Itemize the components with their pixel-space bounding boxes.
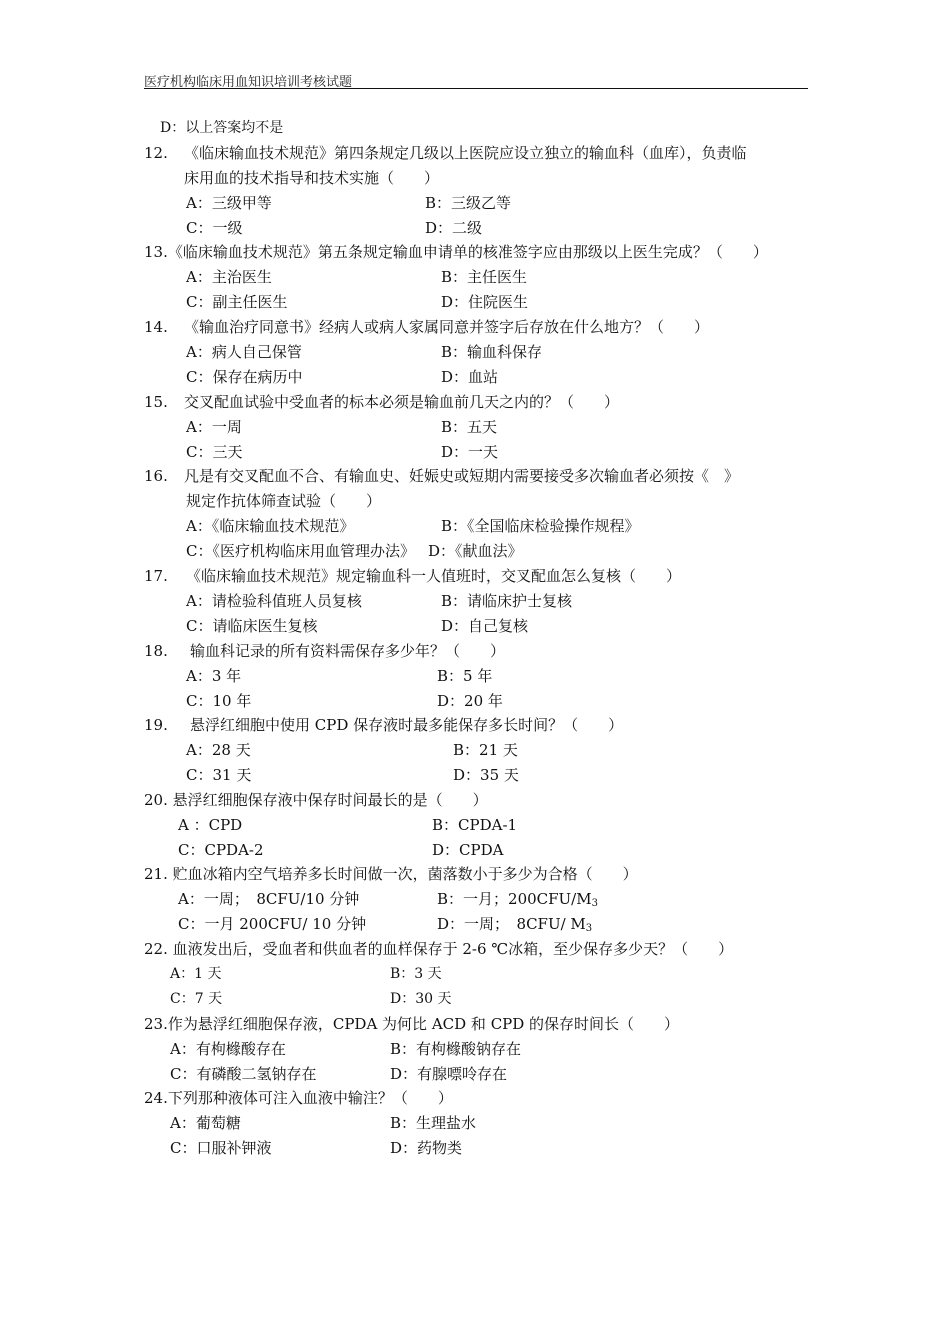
q12-number: 12. [144, 144, 168, 162]
q22-option-a: A：1 天 [170, 966, 222, 982]
q15-option-a: A：一周 [186, 418, 242, 436]
q18-option-c: C：10 年 [186, 692, 252, 710]
q16-stem-line2: 规定作抗体筛查试验（ ） [186, 492, 382, 510]
q15-number: 15. [144, 393, 168, 411]
q19-option-b: B：21 天 [453, 741, 518, 759]
q17-number: 17. [144, 567, 168, 585]
q13-option-b: B：主任医生 [441, 268, 528, 286]
q17-option-d: D：自己复核 [441, 617, 529, 635]
q21-option-b [437, 889, 598, 914]
q24-option-c: C：口服补钾液 [170, 1139, 272, 1157]
q16-option-c: C：《医疗机构临床用血管理办法》 [186, 542, 415, 560]
q12-option-b: B：三级乙等 [425, 194, 512, 212]
q23-option-d: D：有腺嘌呤存在 [390, 1065, 508, 1083]
q22-stem: 22. 血液发出后，受血者和供血者的血样保存于 2-6 ℃冰箱，至少保存多少天？（ ） [144, 940, 734, 958]
q18-option-b: B：5 年 [437, 667, 493, 685]
q12-option-c: C：一级 [186, 219, 243, 237]
q20-option-b: B：CPDA-1 [432, 816, 518, 834]
q17-option-a: A：请检验科值班人员复核 [186, 592, 362, 610]
q12-option-a: A：三级甲等 [186, 194, 272, 212]
q21-option-b-text: B：一月；200CFU/M [437, 890, 592, 908]
q23-option-a: A：有枸橼酸存在 [170, 1040, 286, 1058]
q21-stem: 21. 贮血冰箱内空气培养多长时间做一次，菌落数小于多少为合格（ ） [144, 865, 638, 883]
q11-option-d: D：以上答案均不是 [160, 120, 284, 136]
q12-option-d: D：二级 [425, 219, 483, 237]
q14-option-a: A：病人自己保管 [186, 343, 302, 361]
q15-option-c: C：三天 [186, 443, 243, 461]
q20-option-c: C：CPDA-2 [178, 841, 264, 859]
q21-option-c: C：一月 200CFU/ 10 分钟 [178, 915, 367, 933]
q14-stem: 《输血治疗同意书》经病人或病人家属同意并签字后存放在什么地方？（ ） [184, 318, 710, 336]
q12-stem-line2: 床用血的技术指导和技术实施（ ） [184, 169, 440, 187]
q16-stem-line1: 凡是有交叉配血不合、有输血史、妊娠史或短期内需要接受多次输血者必须按《 》 [184, 467, 740, 485]
q13-option-a: A：主治医生 [186, 268, 272, 286]
q20-stem: 20. 悬浮红细胞保存液中保存时间最长的是（ ） [144, 791, 488, 809]
q16-number: 16. [144, 467, 168, 485]
q15-stem: 交叉配血试验中受血者的标本必须是输血前几天之内的？（ ） [184, 393, 620, 411]
q21-option-d-subscript: 3 [585, 923, 593, 934]
q14-option-b: B：输血科保存 [441, 343, 543, 361]
q18-number: 18. [144, 642, 168, 660]
q12-stem-line1: 《临床输血技术规范》第四条规定几级以上医院应设立独立的输血科（血库），负责临 [184, 144, 747, 162]
q23-stem: 23.作为悬浮红细胞保存液，CPDA 为何比 ACD 和 CPD 的保存时间长（ ） [144, 1015, 680, 1033]
q17-option-b: B：请临床护士复核 [441, 592, 573, 610]
q19-stem: 悬浮红细胞中使用 CPD 保存液时最多能保存多长时间？（ ） [190, 716, 624, 734]
q14-number: 14. [144, 318, 168, 336]
q19-number: 19. [144, 716, 168, 734]
q14-option-c: C：保存在病历中 [186, 368, 303, 386]
q21-option-b-subscript: 3 [591, 898, 598, 909]
q24-option-d: D：药物类 [390, 1139, 463, 1157]
q16-option-d: D：《献血法》 [428, 542, 523, 560]
header-rule [144, 88, 808, 89]
q20-option-d: D：CPDA [432, 841, 504, 859]
q18-option-d: D：20 年 [437, 692, 503, 710]
page-header-title: 医疗机构临床用血知识培训考核试题 [144, 75, 353, 90]
q16-option-b: B：《全国临床检验操作规程》 [441, 517, 640, 535]
q22-option-b: B：3 天 [390, 966, 442, 982]
q13-stem: 13.《临床输血技术规范》第五条规定输血申请单的核准签字应由那级以上医生完成？（ ） [144, 243, 768, 261]
q24-option-b: B：生理盐水 [390, 1114, 477, 1132]
q23-option-c: C：有磷酸二氢钠存在 [170, 1065, 317, 1083]
q13-option-d: D：住院医生 [441, 293, 529, 311]
q15-option-b: B：五天 [441, 418, 498, 436]
q17-stem: 《临床输血技术规范》规定输血科一人值班时，交叉配血怎么复核（ ） [186, 567, 682, 585]
q15-option-d: D：一天 [441, 443, 499, 461]
q24-option-a: A：葡萄糖 [170, 1114, 241, 1132]
q18-stem: 输血科记录的所有资料需保存多少年？（ ） [190, 642, 506, 660]
q23-option-b: B：有枸橼酸钠存在 [390, 1040, 522, 1058]
q22-option-d: D：30 天 [390, 991, 452, 1007]
q18-option-a: A：3 年 [186, 667, 242, 685]
q24-stem: 24.下列那种液体可注入血液中输注？（ ） [144, 1089, 453, 1107]
q16-option-a: A：《临床输血技术规范》 [186, 517, 355, 535]
q20-option-a: A ：CPD [178, 816, 243, 834]
q22-option-c: C：7 天 [170, 991, 223, 1007]
q14-option-d: D：血站 [441, 368, 499, 386]
q21-option-d [437, 914, 592, 939]
q17-option-c: C：请临床医生复核 [186, 617, 318, 635]
q21-option-d-text: D：一周； 8CFU/ M [437, 915, 586, 933]
q19-option-a: A：28 天 [186, 741, 251, 759]
q13-option-c: C：副主任医生 [186, 293, 288, 311]
q19-option-c: C：31 天 [186, 766, 252, 784]
q21-option-a: A：一周； 8CFU/10 分钟 [178, 890, 360, 908]
q19-option-d: D：35 天 [453, 766, 519, 784]
